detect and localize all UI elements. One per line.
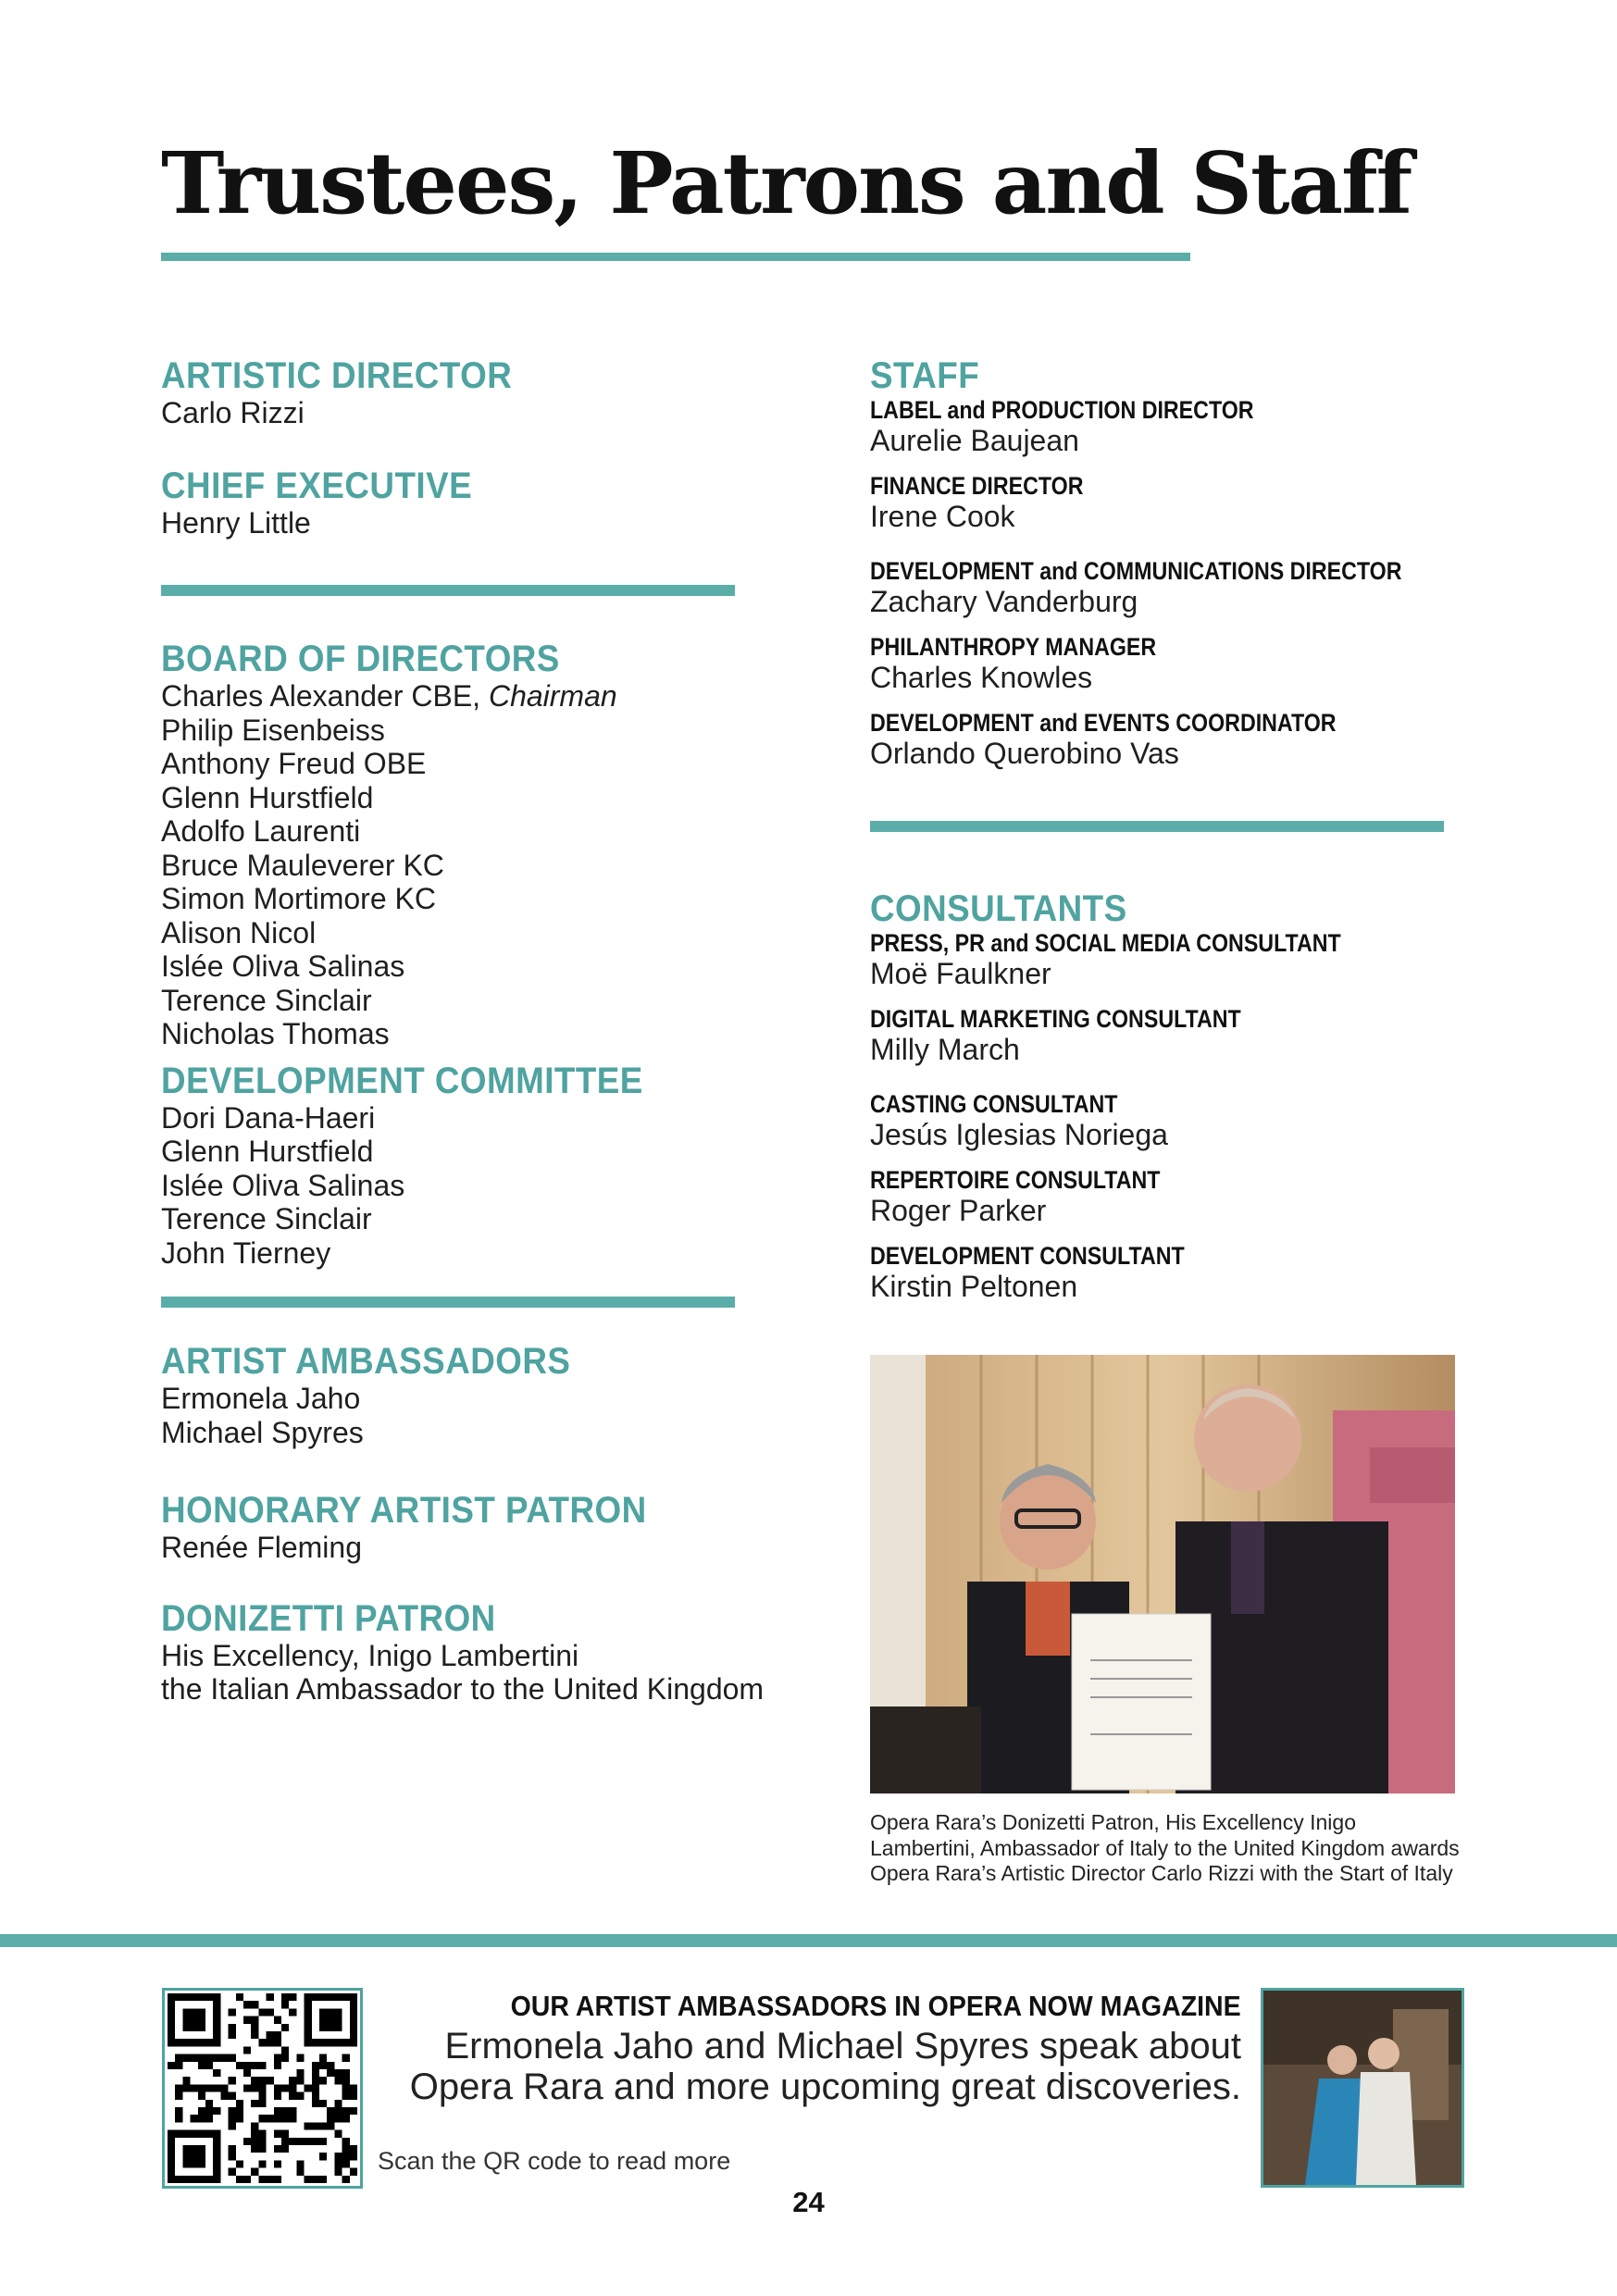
staff-role: DEVELOPMENT and EVENTS COORDINATOR bbox=[870, 709, 1337, 737]
consultant-role: DEVELOPMENT CONSULTANT bbox=[870, 1242, 1185, 1270]
honorary-patron-heading: HONORARY ARTIST PATRON bbox=[161, 1490, 647, 1531]
promo-heading: OUR ARTIST AMBASSADORS IN OPERA NOW MAGAZINE bbox=[510, 1990, 1241, 2022]
donizetti-patron-name: His Excellency, Inigo Lambertini bbox=[161, 1638, 579, 1672]
award-photo bbox=[870, 1355, 1455, 1793]
consultant-role: PRESS, PR and SOCIAL MEDIA CONSULTANT bbox=[870, 929, 1341, 957]
committee-member: Dori Dana-Haeri bbox=[161, 1100, 376, 1135]
staff-role: FINANCE DIRECTOR bbox=[870, 472, 1084, 500]
consultant-role: CASTING CONSULTANT bbox=[870, 1090, 1118, 1118]
board-member: Glenn Hurstfield bbox=[161, 780, 374, 814]
consultant-role: DIGITAL MARKETING CONSULTANT bbox=[870, 1005, 1241, 1033]
board-member: Simon Mortimore KC bbox=[161, 882, 436, 915]
staff-heading: STAFF bbox=[870, 355, 980, 396]
staff-role: LABEL and PRODUCTION DIRECTOR bbox=[870, 396, 1254, 424]
consultant-name: Kirstin Peltonen bbox=[870, 1270, 1078, 1303]
footer-divider bbox=[0, 1934, 1617, 1947]
board-member: Nicholas Thomas bbox=[161, 1017, 390, 1050]
consultant-role: REPERTOIRE CONSULTANT bbox=[870, 1166, 1161, 1194]
honorary-patron-name: Renée Fleming bbox=[161, 1531, 362, 1564]
consultants-heading: CONSULTANTS bbox=[870, 888, 1127, 929]
committee-member: Terence Sinclair bbox=[161, 1202, 372, 1235]
board-member: Anthony Freud OBE bbox=[161, 747, 427, 780]
consultants-section bbox=[870, 888, 1499, 1303]
staff-name: Irene Cook bbox=[870, 500, 1015, 533]
staff-name: Orlando Querobino Vas bbox=[870, 737, 1179, 770]
development-committee-heading: DEVELOPMENT COMMITTEE bbox=[161, 1060, 643, 1101]
left-column bbox=[161, 355, 790, 540]
donizetti-patron-title: the Italian Ambassador to the United Kingdom bbox=[161, 1672, 765, 1706]
qr-code[interactable] bbox=[162, 1988, 363, 2189]
consultant-name: Roger Parker bbox=[870, 1194, 1047, 1227]
ambassador-name: Michael Spyres bbox=[161, 1415, 364, 1449]
page-title: Trustees, Patrons and Staff bbox=[161, 133, 1412, 233]
section-divider bbox=[161, 1297, 735, 1308]
title-underline bbox=[161, 253, 1190, 261]
promo-line-1: Ermonela Jaho and Michael Spyres speak about bbox=[444, 2026, 1241, 2066]
board-member: Adolfo Laurenti bbox=[161, 814, 361, 848]
board-chair-name: Charles Alexander CBE, bbox=[161, 679, 481, 713]
consultant-name: Moë Faulkner bbox=[870, 957, 1051, 990]
ambassador-name: Ermonela Jaho bbox=[161, 1382, 361, 1415]
board-section bbox=[161, 639, 790, 1270]
staff-role: DEVELOPMENT and COMMUNICATIONS DIRECTOR bbox=[870, 557, 1402, 585]
staff-section bbox=[870, 355, 1499, 770]
board-member: Terence Sinclair bbox=[161, 983, 372, 1017]
staff-role: PHILANTHROPY MANAGER bbox=[870, 633, 1157, 661]
donizetti-patron-heading: DONIZETTI PATRON bbox=[161, 1597, 496, 1639]
board-chair-title: Chairman bbox=[488, 679, 617, 713]
staff-name: Zachary Vanderburg bbox=[870, 585, 1138, 618]
page-number: 24 bbox=[792, 2186, 825, 2218]
patrons-section bbox=[161, 1341, 827, 1706]
section-divider bbox=[870, 821, 1444, 832]
board-member: Islée Oliva Salinas bbox=[161, 949, 405, 983]
chief-executive-name: Henry Little bbox=[161, 505, 311, 540]
photo-caption: Opera Rara’s Donizetti Patron, His Excellency Inigo Lambertini, Ambassador of Italy to the United Kingdom awards Opera Rara’s Artistic Director Carlo Rizzi with the Start of Italy bbox=[870, 1810, 1460, 1885]
staff-name: Charles Knowles bbox=[870, 661, 1093, 694]
artistic-director-heading: ARTISTIC DIRECTOR bbox=[161, 355, 513, 396]
consultant-name: Jesús Iglesias Noriega bbox=[870, 1118, 1168, 1151]
consultant-name: Milly March bbox=[870, 1033, 1020, 1066]
board-chair bbox=[161, 679, 790, 714]
artistic-director-name: Carlo Rizzi bbox=[161, 396, 305, 429]
committee-member: Islée Oliva Salinas bbox=[161, 1168, 405, 1202]
promo-line-2: Opera Rara and more upcoming great discoveries. bbox=[409, 2066, 1241, 2107]
board-member: Alison Nicol bbox=[161, 915, 317, 949]
magazine-thumbnail[interactable] bbox=[1261, 1988, 1464, 2188]
board-member: Bruce Mauleverer KC bbox=[161, 848, 444, 882]
committee-member: Glenn Hurstfield bbox=[161, 1135, 374, 1168]
section-divider bbox=[161, 585, 735, 596]
artist-ambassadors-heading: ARTIST AMBASSADORS bbox=[161, 1341, 571, 1382]
board-heading: BOARD OF DIRECTORS bbox=[161, 639, 560, 679]
scan-instruction: Scan the QR code to read more bbox=[378, 2147, 731, 2175]
board-member: Philip Eisenbeiss bbox=[161, 713, 385, 747]
staff-name: Aurelie Baujean bbox=[870, 424, 1079, 457]
chief-executive-heading: CHIEF EXECUTIVE bbox=[161, 465, 473, 506]
committee-member: John Tierney bbox=[161, 1235, 331, 1270]
